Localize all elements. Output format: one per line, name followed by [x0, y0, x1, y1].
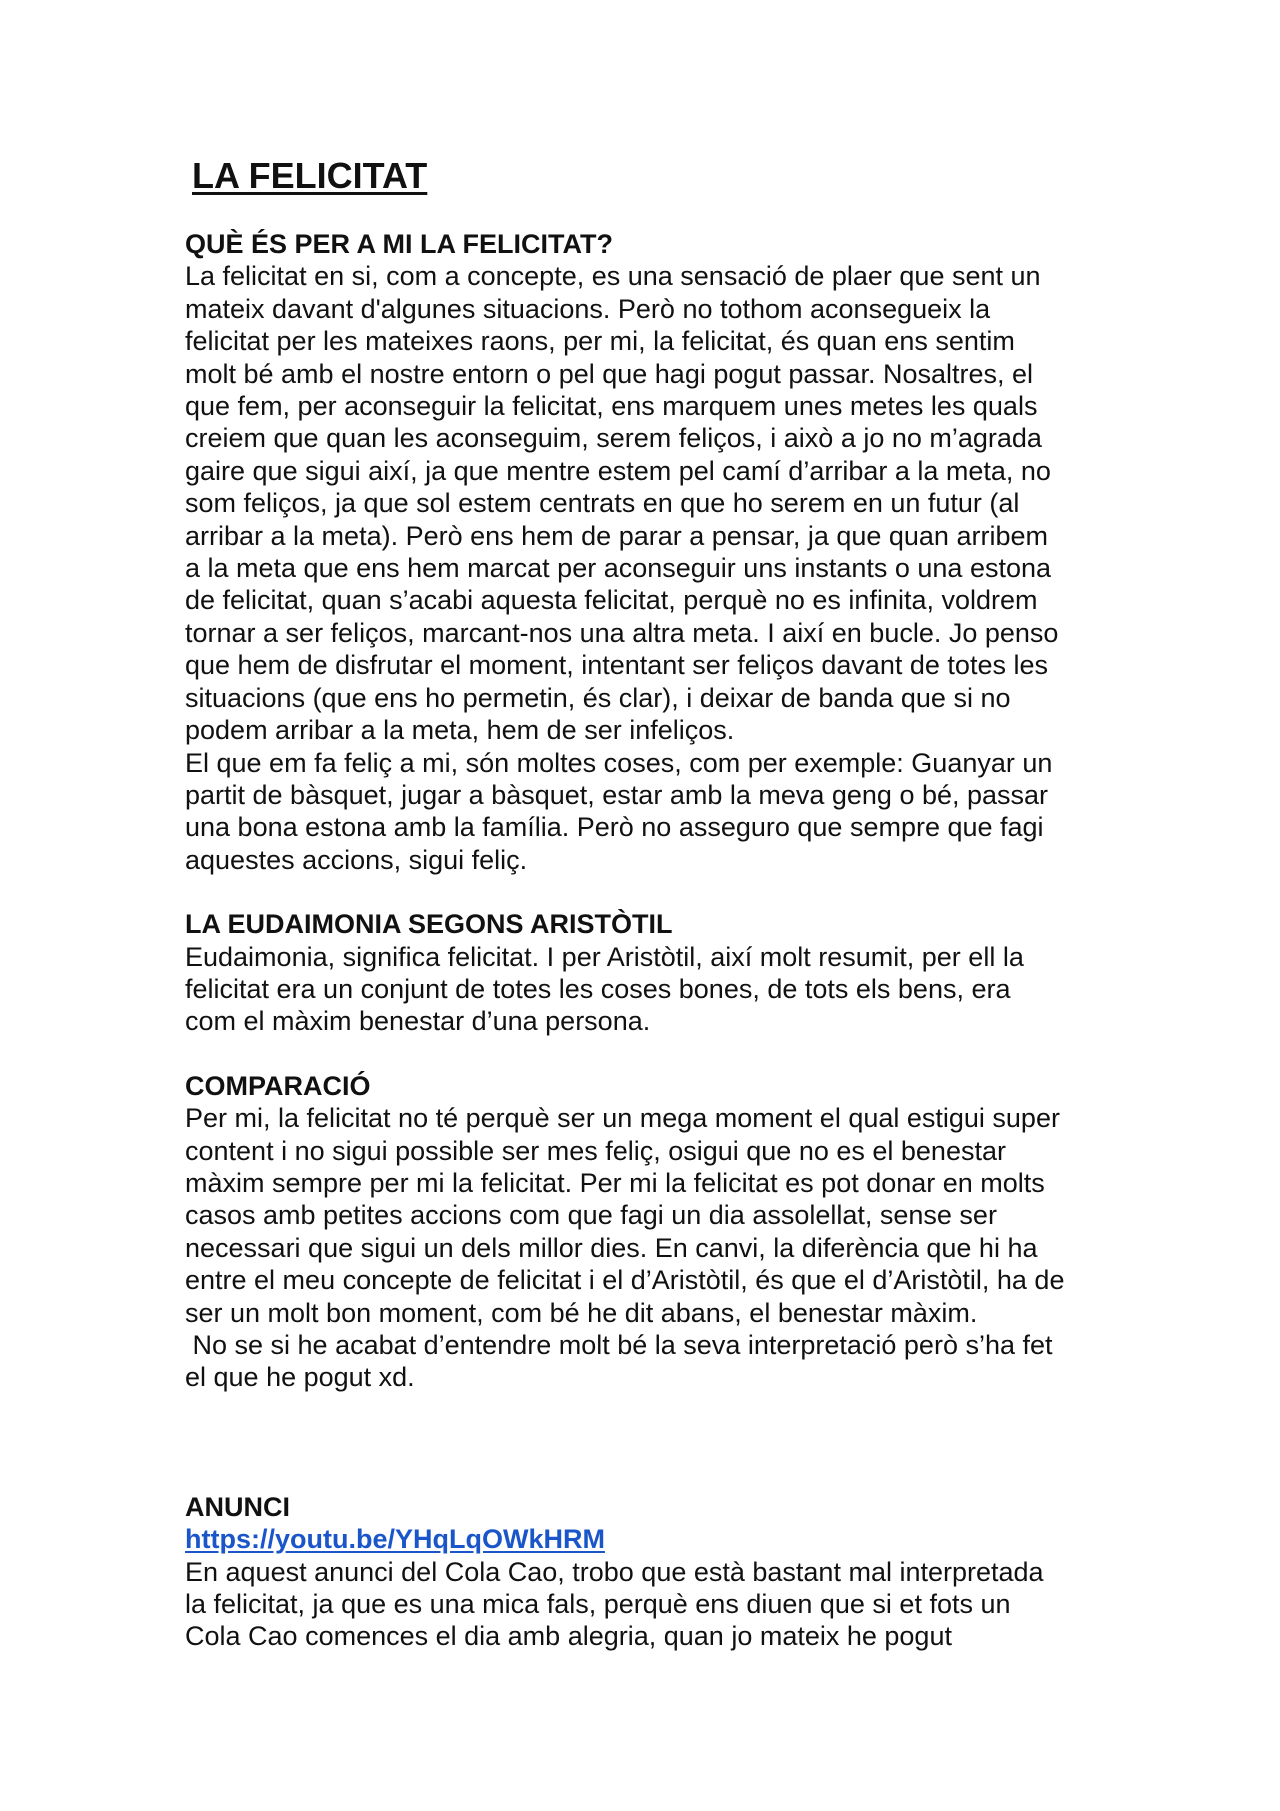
- text-line: creiem que quan les aconseguim, serem feliços, i això a jo no m’agrada: [185, 423, 1042, 454]
- text-line: com el màxim benestar d’una persona.: [185, 1006, 651, 1037]
- text-line: necessari que sigui un dels millor dies. En canvi, la diferència que hi ha: [185, 1232, 1038, 1263]
- text-line: La felicitat en si, com a concepte, es una sensació de plaer que sent un: [185, 261, 1041, 292]
- section-heading: LA EUDAIMONIA SEGONS ARISTÒTIL: [185, 909, 673, 940]
- text-line: que hem de disfrutar el moment, intentant ser feliços davant de totes les: [185, 650, 1048, 681]
- text-line: a la meta que ens hem marcat per aconseguir uns instants o una estona: [185, 553, 1052, 584]
- text-line: ser un molt bon moment, com bé he dit abans, el benestar màxim.: [185, 1297, 978, 1328]
- text-line: de felicitat, quan s’acabi aquesta felicitat, perquè no es infinita, voldrem: [185, 585, 1038, 616]
- document-title: LA FELICITAT: [192, 155, 428, 196]
- text-line: Eudaimonia, significa felicitat. I per Aristòtil, així molt resumit, per ell la: [185, 941, 1024, 972]
- text-line: felicitat per les mateixes raons, per mi, la felicitat, és quan ens sentim: [185, 326, 1015, 357]
- text-line: arribar a la meta). Però ens hem de parar a pensar, ja que quan arribem: [185, 520, 1048, 551]
- section-felicitat: [185, 228, 1105, 876]
- text-line: entre el meu concepte de felicitat i el d’Aristòtil, és que el d’Aristòtil, ha de: [185, 1265, 1065, 1296]
- section-paragraph: [185, 1102, 1105, 1394]
- text-line: molt bé amb el nostre entorn o pel que hagi pogut passar. Nosaltres, el: [185, 358, 1034, 389]
- youtube-link[interactable]: https://youtu.be/YHqLqOWkHRM: [185, 1524, 605, 1555]
- text-line: situacions (que ens ho permetin, és clar), i deixar de banda que si no: [185, 682, 1011, 713]
- section-paragraph: [185, 941, 1105, 1038]
- text-line: No se si he acabat d’entendre molt bé la seva interpretació però s’ha fet: [185, 1330, 1053, 1360]
- section-anunci: [185, 1491, 1105, 1653]
- spacer: [185, 1394, 1105, 1491]
- spacer: [185, 876, 1105, 908]
- section-heading: QUÈ ÉS PER A MI LA FELICITAT?: [185, 229, 613, 259]
- section-paragraph: [185, 1556, 1105, 1653]
- section-paragraph: [185, 260, 1105, 876]
- text-line: felicitat era un conjunt de totes les coses bones, de tots els bens, era: [185, 973, 1011, 1004]
- text-line: tornar a ser feliços, marcant-nos una altra meta. I així en bucle. Jo penso: [185, 617, 1059, 648]
- text-line: casos amb petites accions com que fagi un dia assolellat, sense ser: [185, 1200, 997, 1231]
- text-line: partit de bàsquet, jugar a bàsquet, estar amb la meva geng o bé, passar: [185, 779, 1049, 810]
- text-line: el que he pogut xd.: [185, 1362, 415, 1393]
- section-heading: COMPARACIÓ: [185, 1070, 371, 1101]
- section-eudaimonia: [185, 908, 1105, 1038]
- text-line: que fem, per aconseguir la felicitat, ens marquem unes metes les quals: [185, 391, 1038, 422]
- text-line: Cola Cao comences el dia amb alegria, quan jo mateix he pogut: [185, 1621, 952, 1652]
- text-line: una bona estona amb la família. Però no asseguro que sempre que fagi: [185, 812, 1044, 843]
- text-line: Per mi, la felicitat no té perquè ser un mega moment el qual estigui super: [185, 1103, 1060, 1134]
- text-line: som feliços, ja que sol estem centrats en que ho serem en un futur (al: [185, 488, 1020, 519]
- text-line: màxim sempre per mi la felicitat. Per mi la felicitat es pot donar en molts: [185, 1167, 1045, 1198]
- spacer: [185, 1038, 1105, 1070]
- text-line: content i no sigui possible ser mes feliç, osigui que no es el benestar: [185, 1135, 1006, 1166]
- text-line: podem arribar a la meta, hem de ser infeliços.: [185, 715, 735, 746]
- section-comparacio: [185, 1070, 1105, 1394]
- text-line: la felicitat, ja que es una mica fals, perquè ens diuen que si et fots un: [185, 1589, 1011, 1620]
- text-line: En aquest anunci del Cola Cao, trobo que està bastant mal interpretada: [185, 1556, 1044, 1587]
- text-line: gaire que sigui així, ja que mentre estem pel camí d’arribar a la meta, no: [185, 455, 1051, 486]
- text-line: aquestes accions, sigui feliç.: [185, 844, 528, 875]
- section-heading: ANUNCI: [185, 1491, 290, 1522]
- text-line: mateix davant d'algunes situacions. Però no tothom aconsegueix la: [185, 293, 991, 324]
- document-body: [185, 228, 1105, 1653]
- text-line: El que em fa feliç a mi, són moltes coses, com per exemple: Guanyar un: [185, 747, 1053, 778]
